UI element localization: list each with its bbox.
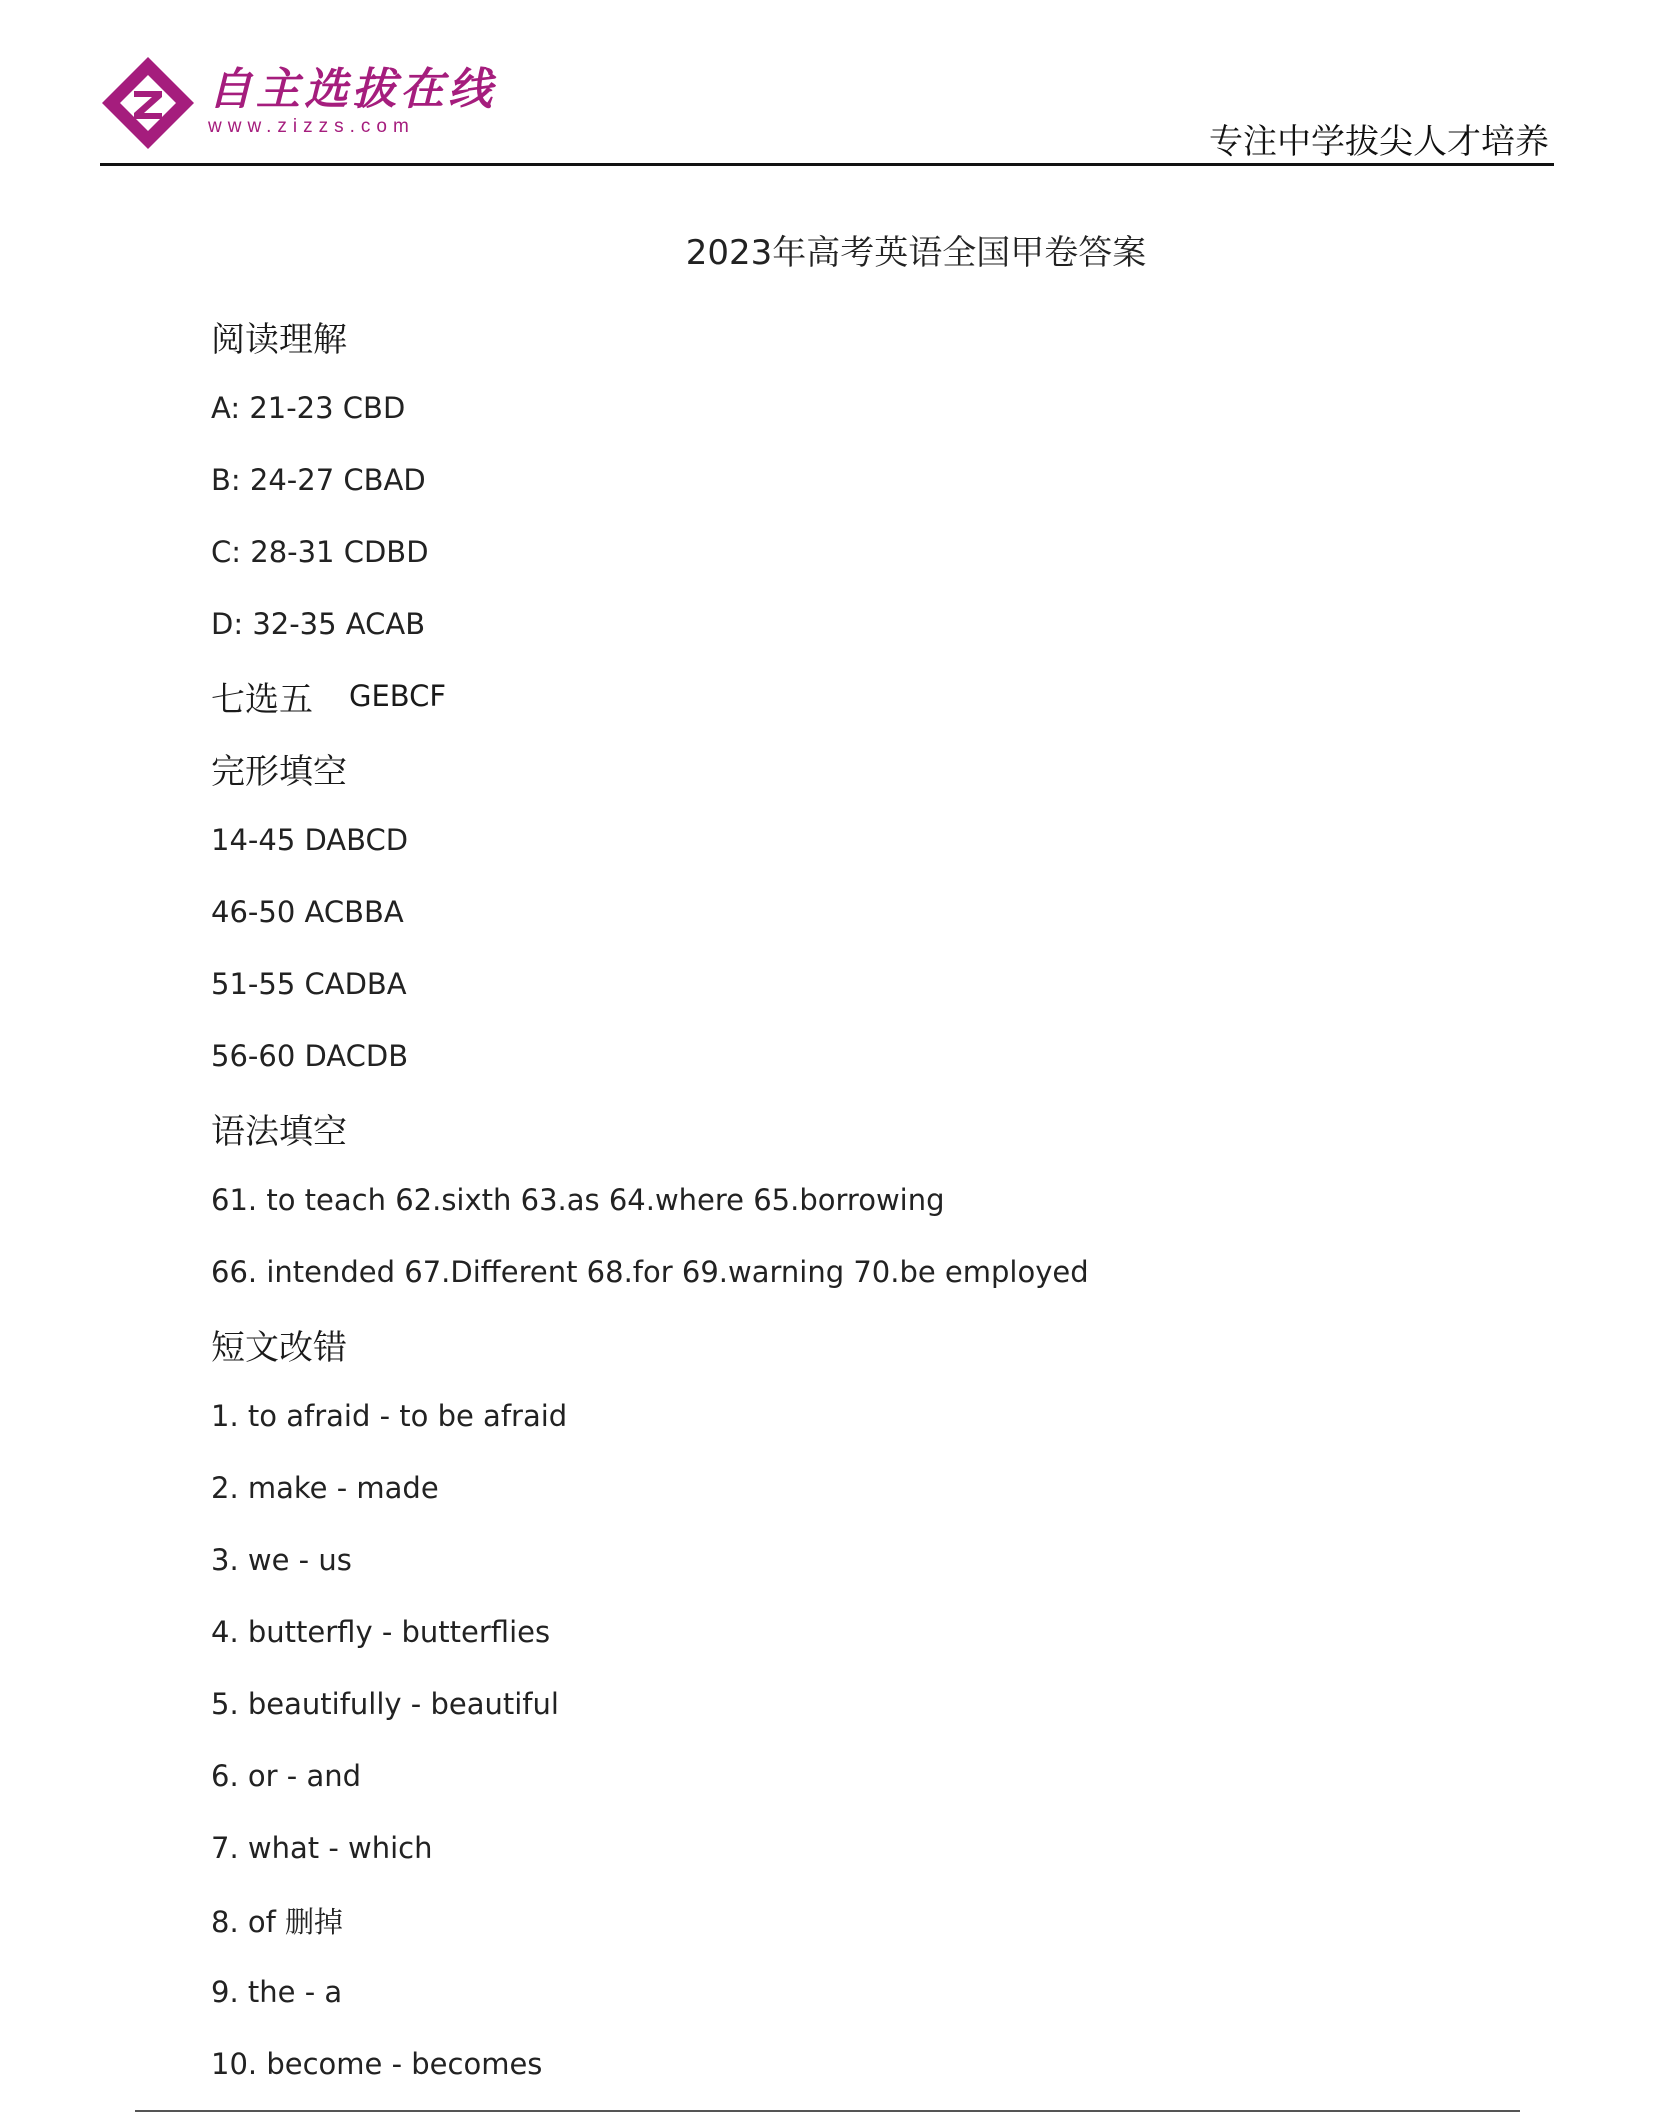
section-heading-grammar: 语法填空 [211, 1111, 347, 1152]
page-title: 2023年高考英语全国甲卷答案 [685, 233, 1147, 273]
answer-line: 3. we - us [211, 1543, 352, 1577]
answer-inline: GEBCF [349, 679, 447, 713]
section-seven-choose-five [211, 660, 1089, 732]
brand-url: www.zizzs.com [208, 116, 415, 137]
answer-line: 10. become - becomes [211, 2047, 543, 2081]
answer-line: C: 28-31 CDBD [211, 535, 429, 569]
answer-line: 7. what - which [211, 1831, 433, 1865]
answer-line: A: 21-23 CBD [211, 391, 406, 425]
answer-line: 56-60 DACDB [211, 1039, 409, 1073]
answer-line: 61. to teach 62.sixth 63.as 64.where 65.borrowing [211, 1183, 945, 1217]
answer-line: 46-50 ACBBA [211, 895, 404, 929]
answer-line: 2. make - made [211, 1471, 439, 1505]
answer-line: 5. beautifully - beautiful [211, 1687, 559, 1721]
answer-line: 1. to afraid - to be afraid [211, 1399, 568, 1433]
brand [208, 66, 496, 138]
section-heading-error-correction: 短文改错 [211, 1327, 347, 1368]
section-heading-cloze: 完形填空 [211, 751, 347, 792]
answer-line: B: 24-27 CBAD [211, 463, 426, 497]
answer-line: 9. the - a [211, 1975, 343, 2009]
zizzs-logo-icon [100, 55, 196, 151]
section-heading-seven-choose-five: 七选五 [211, 679, 313, 720]
answer-line: 51-55 CADBA [211, 967, 407, 1001]
answer-line: 66. intended 67.Different 68.for 69.warning 70.be employed [211, 1255, 1089, 1289]
brand-name: 自主选拔在线 [208, 64, 496, 115]
section-heading-reading: 阅读理解 [211, 319, 347, 360]
answer-content [211, 300, 1089, 2100]
answer-line: 14-45 DABCD [211, 823, 409, 857]
page-header [0, 0, 1654, 168]
answer-line: 6. or - and [211, 1759, 362, 1793]
footer-divider [135, 2110, 1520, 2112]
answer-line: 4. butterfly - butterflies [211, 1615, 551, 1649]
answer-line: D: 32-35 ACAB [211, 607, 426, 641]
answer-line: 8. of 删掉 [211, 1904, 344, 1939]
header-slogan: 专注中学拔尖人才培养 [1209, 122, 1549, 162]
header-divider [100, 163, 1554, 166]
